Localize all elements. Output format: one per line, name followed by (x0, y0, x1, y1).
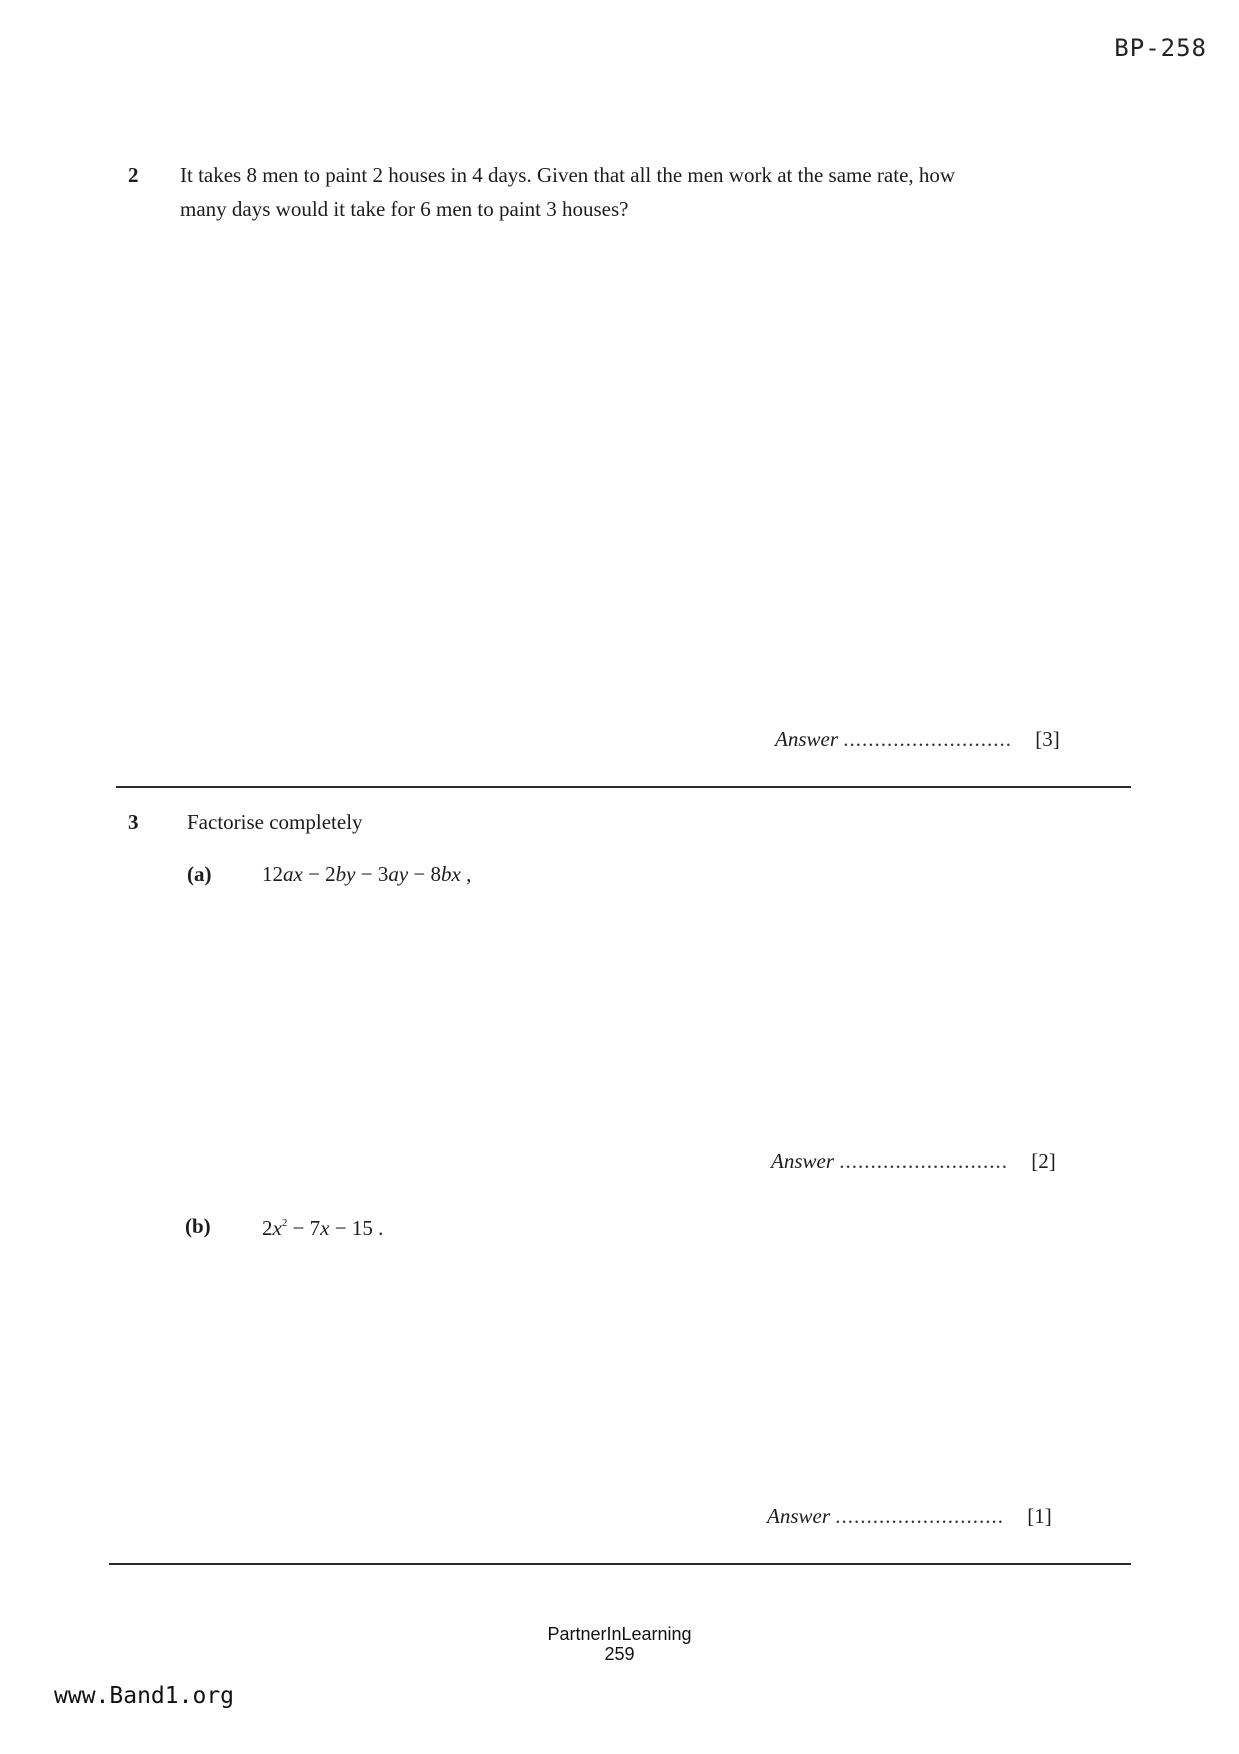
question-2-number: 2 (128, 163, 139, 187)
footer-publisher: PartnerInLearning (547, 1624, 692, 1644)
question-2-text (180, 158, 1080, 226)
part-b-answer (767, 1504, 1052, 1529)
question-2-line-2: many days would it take for 6 men to paint 3 houses? (180, 197, 629, 221)
part-b-label: (b) (185, 1214, 211, 1238)
part-a-expression: 12ax − 2by − 3ay − 8bx , (262, 862, 472, 886)
marks-label: [2] (1031, 1149, 1056, 1173)
part-a-answer (771, 1149, 1056, 1174)
question-3-intro: Factorise completely (187, 810, 363, 834)
part-b-expression: $2x^2 - 7x - 15$ . (262, 1216, 384, 1240)
section-divider (109, 1563, 1131, 1565)
answer-label: Answer (771, 1149, 834, 1173)
question-2-line-1: It takes 8 men to paint 2 houses in 4 days. Given that all the men work at the same rate, how (180, 163, 956, 187)
section-divider (116, 786, 1131, 788)
page-footer (0, 1624, 1239, 1664)
marks-label: [3] (1035, 727, 1060, 751)
answer-blank[interactable]: ........................... (843, 727, 1012, 751)
question-3-number: 3 (128, 810, 139, 834)
answer-label: Answer (775, 727, 838, 751)
answer-label: Answer (767, 1504, 830, 1528)
answer-blank[interactable]: ........................... (835, 1504, 1004, 1528)
paper-code: BP-258 (1114, 34, 1207, 62)
part-a-label: (a) (187, 862, 212, 886)
question-2-answer (775, 727, 1060, 752)
page-number: 259 (604, 1644, 635, 1664)
marks-label: [1] (1027, 1504, 1052, 1528)
answer-blank[interactable]: ........................... (839, 1149, 1008, 1173)
watermark-url: www.Band1.org (54, 1683, 235, 1709)
